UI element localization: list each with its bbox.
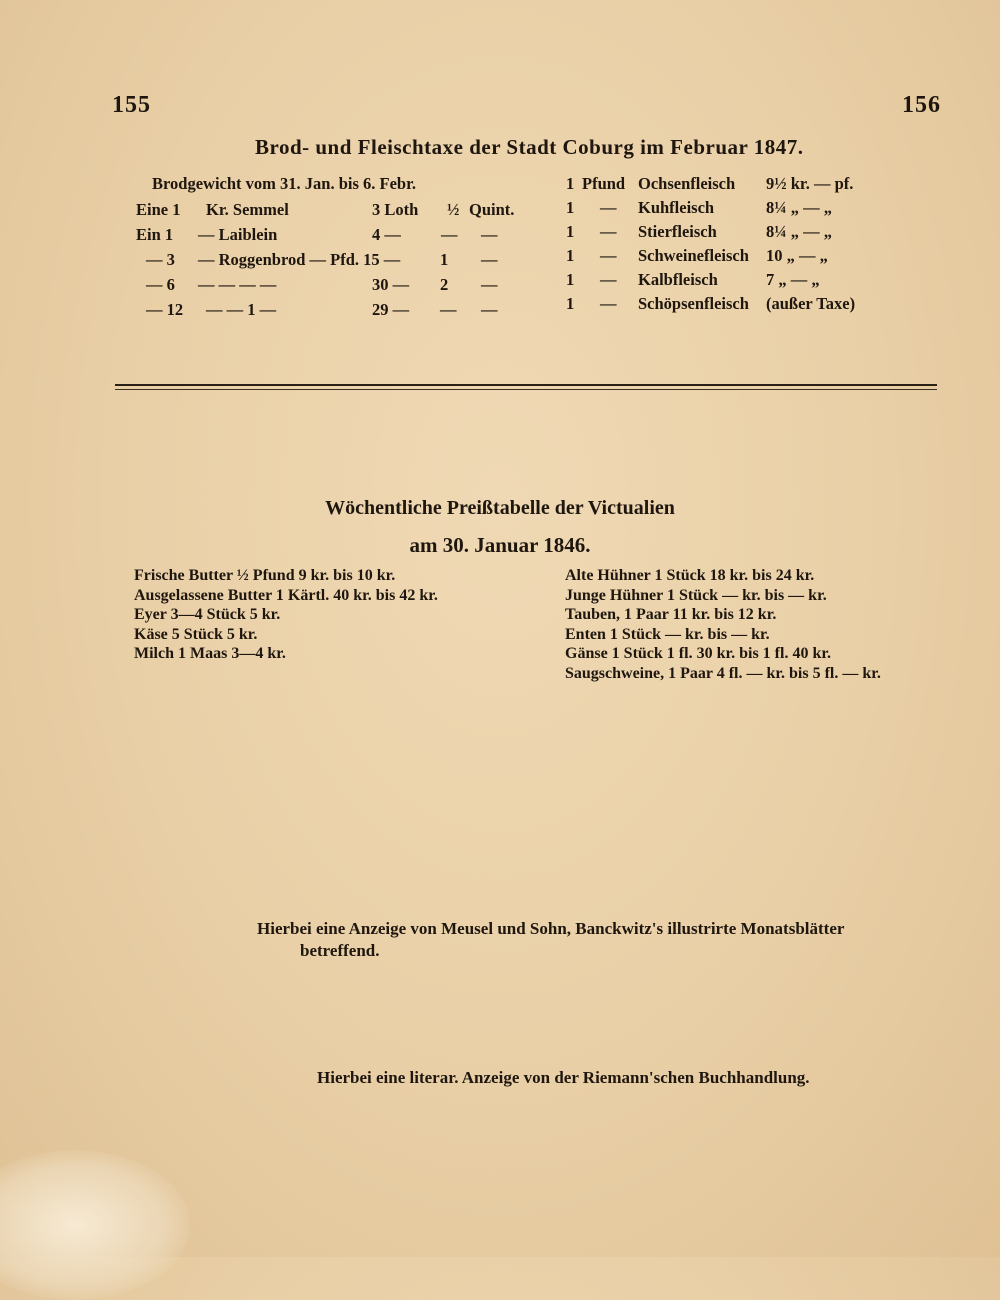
bread-unit: — bbox=[481, 275, 498, 294]
price-line: Käse 5 Stück 5 kr. bbox=[134, 625, 258, 643]
bread-count: Eine 1 bbox=[136, 200, 181, 219]
weekly-prices-title: Wöchentliche Preißtabelle der Victualien bbox=[325, 497, 675, 519]
meat-price: 7 „ — „ bbox=[766, 270, 820, 289]
meat-qty: 1 bbox=[566, 222, 575, 241]
price-line: Tauben, 1 Paar 11 kr. bis 12 kr. bbox=[565, 606, 777, 623]
bread-unit: — bbox=[481, 225, 498, 244]
meat-price: 10 „ — „ bbox=[766, 246, 828, 265]
meat-unit: — bbox=[600, 222, 617, 241]
meat-price: 9½ kr. — pf. bbox=[766, 174, 854, 193]
divider-rule bbox=[115, 384, 937, 386]
bread-item: Kr. Semmel bbox=[206, 200, 289, 219]
meat-item: Ochsenfleisch bbox=[638, 174, 736, 193]
bread-heading: Brodgewicht vom 31. Jan. bis 6. Febr. bbox=[152, 174, 417, 193]
meat-unit: — bbox=[600, 270, 617, 289]
bread-weight: 29 — bbox=[372, 300, 410, 319]
notice-meusel-line2: betreffend. bbox=[300, 941, 380, 960]
meat-qty: 1 bbox=[566, 174, 575, 193]
weekly-prices-date: am 30. Januar 1846. bbox=[409, 533, 591, 557]
bread-count: — 3 bbox=[146, 250, 175, 269]
meat-price: (außer Taxe) bbox=[766, 294, 856, 313]
weekly-prices-left bbox=[134, 566, 438, 664]
bread-frac: ½ bbox=[447, 200, 460, 219]
bread-frac: 2 bbox=[440, 275, 449, 294]
meat-qty: 1 bbox=[566, 270, 575, 289]
meat-unit: Pfund bbox=[582, 174, 626, 193]
bread-count: — 6 bbox=[146, 275, 175, 294]
weekly-prices-right bbox=[565, 566, 881, 683]
meat-price: 8¼ „ — „ bbox=[766, 222, 832, 241]
bread-weight: 4 — bbox=[372, 225, 401, 244]
bread-item: — — — — bbox=[198, 275, 277, 294]
bread-count: — 12 bbox=[146, 300, 184, 319]
meat-item: Schöpsenfleisch bbox=[638, 294, 749, 313]
divider-rule-thin bbox=[115, 389, 937, 390]
paper-stain bbox=[0, 1150, 190, 1300]
bread-weight: 3 Loth bbox=[372, 200, 419, 219]
price-line: Milch 1 Maas 3—4 kr. bbox=[134, 645, 286, 662]
price-line: Alte Hühner 1 Stück 18 kr. bis 24 kr. bbox=[565, 567, 815, 584]
page-number-left: 155 bbox=[112, 92, 151, 118]
notice-meusel-line1: Hierbei eine Anzeige von Meusel und Sohn, Banckwitz's illustrirte Monatsblätter bbox=[257, 919, 845, 938]
bread-unit: — bbox=[481, 250, 498, 269]
meat-qty: 1 bbox=[566, 198, 575, 217]
price-table-title: Brod- und Fleischtaxe der Stadt Coburg im Februar 1847. bbox=[255, 135, 804, 159]
bread-frac: 1 bbox=[440, 250, 449, 269]
bread-item: — — 1 — bbox=[206, 300, 277, 319]
meat-price: 8¼ „ — „ bbox=[766, 198, 832, 217]
price-line: Frische Butter ½ Pfund 9 kr. bis 10 kr. bbox=[134, 567, 396, 584]
meat-item: Kuhfleisch bbox=[638, 198, 715, 217]
meat-item: Stierfleisch bbox=[638, 222, 717, 241]
bread-weight: 30 — bbox=[372, 275, 410, 294]
bread-frac: — bbox=[441, 225, 458, 244]
bread-item: — Laiblein bbox=[198, 225, 278, 244]
page-number-right: 156 bbox=[902, 92, 941, 118]
meat-qty: 1 bbox=[566, 294, 575, 313]
price-line: Saugschweine, 1 Paar 4 fl. — kr. bis 5 fl. — kr. bbox=[565, 664, 881, 682]
meat-unit: — bbox=[600, 294, 617, 313]
bread-item: — Roggenbrod — Pfd. 15 — bbox=[198, 250, 401, 269]
meat-unit: — bbox=[600, 246, 617, 265]
price-line: Enten 1 Stück — kr. bis — kr. bbox=[565, 625, 770, 643]
meat-qty: 1 bbox=[566, 246, 575, 265]
price-line: Junge Hühner 1 Stück — kr. bis — kr. bbox=[565, 586, 827, 604]
meat-item: Schweinefleisch bbox=[638, 246, 749, 265]
price-line: Ausgelassene Butter 1 Kärtl. 40 kr. bis 42 kr. bbox=[134, 586, 438, 604]
meat-item: Kalbfleisch bbox=[638, 270, 718, 289]
price-line: Eyer 3—4 Stück 5 kr. bbox=[134, 606, 281, 623]
bread-unit: Quint. bbox=[469, 200, 515, 219]
bread-unit: — bbox=[481, 300, 498, 319]
meat-unit: — bbox=[600, 198, 617, 217]
notice-riemann: Hierbei eine literar. Anzeige von der Riemann'schen Buchhandlung. bbox=[317, 1068, 810, 1087]
bread-frac: — bbox=[440, 300, 457, 319]
bread-count: Ein 1 bbox=[136, 225, 174, 244]
price-line: Gänse 1 Stück 1 fl. 30 kr. bis 1 fl. 40 kr. bbox=[565, 645, 831, 662]
